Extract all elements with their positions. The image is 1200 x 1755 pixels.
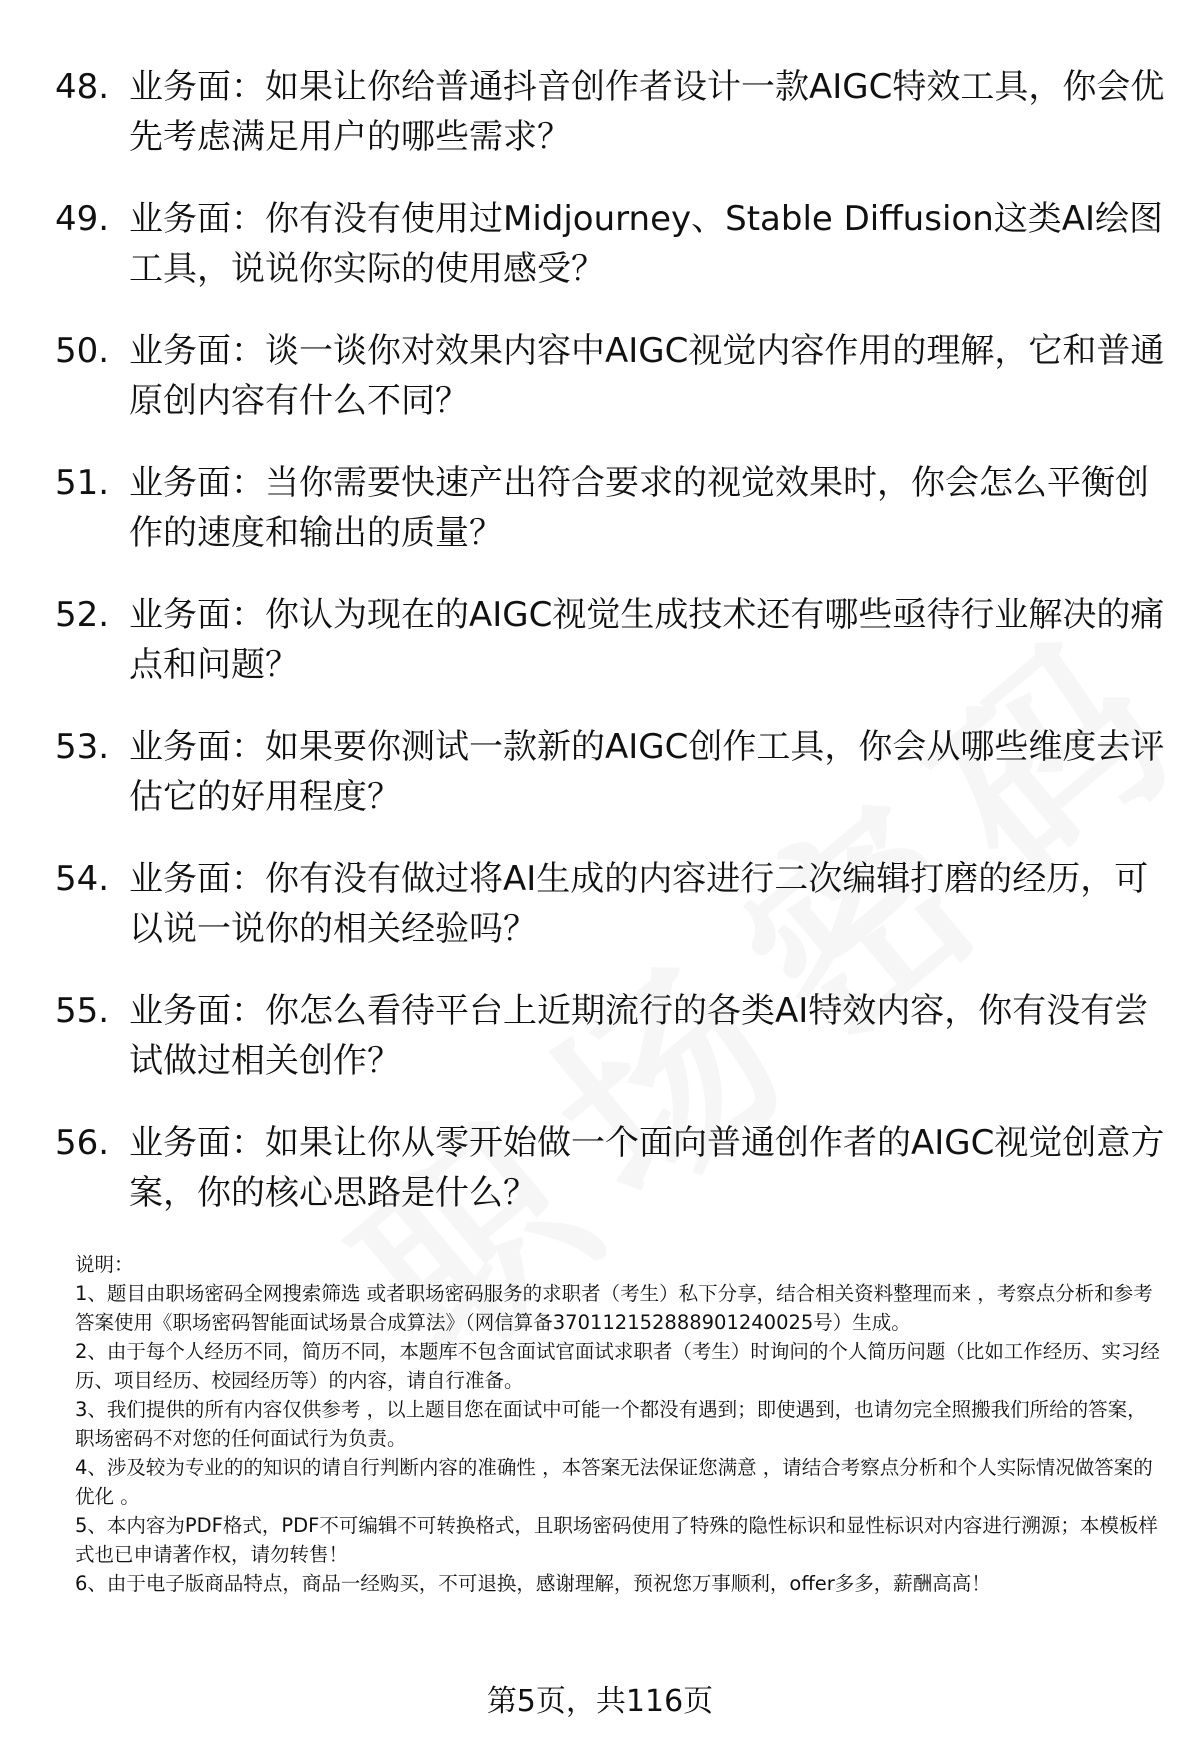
question-text: 业务面：你有没有使用过Midjourney、Stable Diffusion这类AI绘图工具，说说你实际的使用感受？	[129, 199, 1164, 289]
question-number: 54.	[55, 859, 110, 899]
question-text: 业务面：如果让你给普通抖音创作者设计一款AIGC特效工具，你会优先考虑满足用户的哪些需求？	[129, 67, 1165, 157]
question-number: 55.	[55, 991, 110, 1031]
question-number: 52.	[55, 595, 110, 635]
question-text: 业务面：如果要你测试一款新的AIGC创作工具，你会从哪些维度去评估它的好用程度？	[129, 727, 1165, 817]
disclaimer-notes	[75, 1250, 1165, 1598]
question-item	[55, 986, 1165, 1086]
note-item: 5、本内容为PDF格式，PDF不可编辑不可转换格式，且职场密码使用了特殊的隐性标识和显性标识对内容进行溯源；本模板样式也已申请著作权，请勿转售！	[75, 1514, 1158, 1566]
question-list	[55, 62, 1165, 1250]
page-number-footer: 第5页，共116页	[486, 1684, 714, 1719]
note-item: 3、我们提供的所有内容仅供参考 ，以上题目您在面试中可能一个都没有遇到；即使遇到，也请勿完全照搬我们所给的答案，职场密码不对您的任何面试行为负责。	[75, 1398, 1147, 1450]
question-item	[55, 194, 1165, 294]
question-number: 48.	[55, 67, 110, 107]
question-number: 49.	[55, 199, 110, 239]
question-text: 业务面：谈一谈你对效果内容中AIGC视觉内容作用的理解，它和普通原创内容有什么不同？	[129, 331, 1165, 421]
question-text: 业务面：你怎么看待平台上近期流行的各类AI特效内容，你有没有尝试做过相关创作？	[129, 991, 1149, 1081]
question-item	[55, 1118, 1165, 1218]
question-number: 51.	[55, 463, 110, 503]
question-number: 56.	[55, 1123, 110, 1163]
question-text: 业务面：如果让你从零开始做一个面向普通创作者的AIGC视觉创意方案，你的核心思路是什么？	[129, 1123, 1165, 1213]
question-item	[55, 722, 1165, 822]
question-text: 业务面：你有没有做过将AI生成的内容进行二次编辑打磨的经历，可以说一说你的相关经验吗？	[129, 859, 1149, 949]
question-text: 业务面：当你需要快速产出符合要求的视觉效果时，你会怎么平衡创作的速度和输出的质量？	[129, 463, 1149, 553]
note-item: 1、题目由职场密码全网搜索筛选 或者职场密码服务的求职者（考生）私下分享，结合相关资料整理而来 ，考察点分析和参考答案使用《职场密码智能面试场景合成算法》（网信算备37011215288890124002​5号）生成。	[75, 1282, 1153, 1334]
note-item: 4、涉及较为专业的的知识的请自行判断内容的准确性 ，本答案无法保证您满意 ，请结合考察点分析和个人实际情况做答案的优化 。	[75, 1456, 1153, 1508]
question-item	[55, 62, 1165, 162]
question-item	[55, 854, 1165, 954]
note-item: 6、由于电子版商品特点，商品一经购买，不可退换，感谢理解，预祝您万事顺利，offer多多，薪酬高高！	[75, 1572, 991, 1595]
question-item	[55, 458, 1165, 558]
question-text: 业务面：你认为现在的AIGC视觉生成技术还有哪些亟待行业解决的痛点和问题？	[129, 595, 1165, 685]
question-number: 53.	[55, 727, 110, 767]
question-item	[55, 326, 1165, 426]
question-item	[55, 590, 1165, 690]
notes-title: 说明：	[75, 1253, 134, 1276]
note-item: 2、由于每个人经历不同，简历不同，本题库不包含面试官面试求职者（考生）时询问的个人简历问题（比如工作经历、实习经历、项目经历、校园经历等）的内容，请自行准备。	[75, 1340, 1160, 1392]
question-number: 50.	[55, 331, 110, 371]
